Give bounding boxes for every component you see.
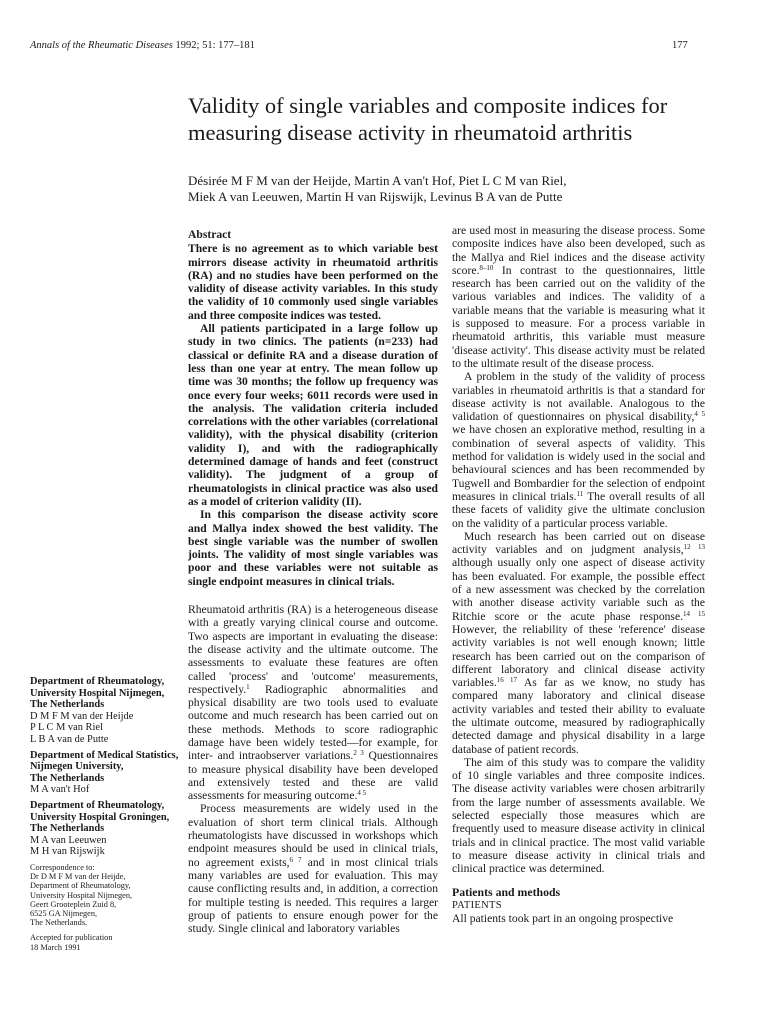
department-line: Department of Medical Statistics, xyxy=(30,749,179,761)
department-line: The Netherlands xyxy=(30,699,105,711)
author-line: Miek A van Leeuwen, Martin H van Rijswijk, Levinus B A van de Putte xyxy=(188,189,563,204)
abstract-paragraph: In this comparison the disease activity score and Mallya index showed the best validity. The best single variable was the number of swollen joints. The validity of most single variables was poor and these variables were not suitable as single endpoint measures in clinical trials. xyxy=(188,508,438,588)
correspondence-line: Geert Grooteplein Zuid 8, xyxy=(30,899,117,909)
affiliation-block xyxy=(30,676,180,746)
body-paragraph xyxy=(188,603,438,802)
introduction xyxy=(188,603,438,935)
text-run: Questionnaires to measure physical disability have been developed and extensively tested and these are valid assessments for measuring outcome. xyxy=(188,749,438,803)
affiliate-name: M A van Leeuwen xyxy=(30,834,107,846)
correspondence-line: Correspondence to: xyxy=(30,862,95,872)
citation-ref: 8–10 xyxy=(479,263,494,272)
section-heading: Patients and methods xyxy=(452,884,561,899)
body-paragraph xyxy=(188,802,438,935)
text-run: However, the reliability of these 'reference' disease activity variables is not well enough known; little research has been carried out on the comparison of different laboratory and clinical disease activity variables. xyxy=(452,622,705,690)
citation: 1992; 51: 177–181 xyxy=(172,40,255,51)
citation-ref: 6 7 xyxy=(289,855,302,864)
text-run: are used most in measuring the disease process. Some composite indices have also been developed, such as the Mallya and Riel indices and the disease activity score. xyxy=(452,224,705,277)
correspondence xyxy=(30,863,180,927)
body-paragraph xyxy=(452,370,705,530)
affiliation-block xyxy=(30,750,180,796)
citation-ref: 1 xyxy=(246,682,250,691)
abstract-heading: Abstract xyxy=(188,228,232,241)
correspondence-line: University Hospital Nijmegen, xyxy=(30,890,133,900)
department-line: The Netherlands xyxy=(30,772,105,784)
citation-ref: 2 3 xyxy=(353,749,364,758)
correspondence-line: Department of Rheumatology, xyxy=(30,881,131,891)
abstract xyxy=(188,228,438,588)
subsection-heading: PATIENTS xyxy=(452,899,502,911)
citation-ref: 4 5 xyxy=(357,789,367,798)
citation-ref: 4 5 xyxy=(694,410,705,419)
affiliate-name: D M F M van der Heijde xyxy=(30,710,134,722)
body-paragraph xyxy=(452,530,705,756)
text-run: The overall results of all these facets of validity give the ultimate conclusion on the validity of a particular process variable. xyxy=(452,489,705,530)
affiliate-name: M A van't Hof xyxy=(30,784,90,796)
affiliate-name: L B A van de Putte xyxy=(30,733,109,745)
body-paragraph: All patients took part in an ongoing prospective xyxy=(452,912,674,926)
text-run: A problem in the study of the validity of process variables in rheumatoid arthritis is that a standard for disease activity is not available. Analogous to the validation of questionnaires on physical disability, xyxy=(452,370,705,424)
body-paragraph: The aim of this study was to compare the validity of 10 single variables and three composite indices. The disease activity variables were chosen arbitrarily from the large number of assessments available. We selected especially those measures which are frequently used to measure disease activity in clinical trials and in clinical practice. The most valid variable to measure disease activity in clinical trials and clinical practice was determined. xyxy=(452,755,705,876)
main-column-right xyxy=(452,224,705,925)
citation-ref: 16 17 xyxy=(496,676,518,685)
citation-ref: 14 15 xyxy=(683,609,706,618)
text-run: and in most clinical trials many variables are used for evaluation. This may cause conflicting results and, in addition, a correction for multiple testing is needed. This requires a larger group of patients to ensure enough power for the study. Single clinical and laboratory variables xyxy=(188,855,438,936)
running-header xyxy=(30,40,255,51)
text-run: we have chosen an explorative method, resulting in a combination of several aspects of validity. This method for validation is widely used in the social and behavioural sciences and has been recommended by Tugwell and Bombardier for the selection of endpoint measures in clinical trials. xyxy=(452,423,705,503)
citation-ref: 12 13 xyxy=(683,543,705,552)
affiliations-sidebar xyxy=(30,676,180,952)
article-title: Validity of single variables and composite indices for measuring disease activity in rheumatoid arthritis xyxy=(188,93,668,145)
page-number: 177 xyxy=(672,40,688,51)
author-line: Désirée M F M van der Heijde, Martin A van't Hof, Piet L C M van Riel, xyxy=(188,173,567,188)
department-line: Department of Rheumatology, xyxy=(30,799,165,811)
department-line: Department of Rheumatology, xyxy=(30,676,165,687)
correspondence-line: The Netherlands. xyxy=(30,918,88,928)
text-run: As far as we know, no study has compared many laboratory and clinical disease activity variables and tested their ability to evaluate the ultimate outcome, measured by radiographically detected damage and physical disability in a large database of patient records. xyxy=(452,676,706,756)
citation-ref: 11 xyxy=(576,489,584,498)
accepted-date xyxy=(30,933,180,951)
author-list xyxy=(188,173,748,205)
main-column-left xyxy=(188,228,438,935)
affiliate-name: M H van Rijswijk xyxy=(30,846,105,858)
abstract-paragraph: All patients participated in a large follow up study in two clinics. The patients (n=233) had classical or definite RA and a disease duration of less than one year at entry. The mean follow up time was 30 months; the follow up frequency was once every four weeks; 6011 records were used in the analysis. The validation criteria included correlations with the other variables (correlational validity), with the physical disability (criterion validity I), and with the radiographically determined damage of hands and feet (construct validity). The judgment of a group of rheumatologists in clinical practice was also used as a model of criterion validity (II). xyxy=(188,322,438,508)
journal-name: Annals of the Rheumatic Diseases xyxy=(30,40,173,51)
department-line: University Hospital Groningen, xyxy=(30,811,170,823)
text-run: In contrast to the questionnaires, little research has been carried out on the validity of the various variables and indices. The validity of a variable means that the variable is measuring what it is supposed to measure. For a process variable in rheumatoid arthritis, this variable must measure 'disease activity'. This disease activity must be related to the ultimate result of the disease process. xyxy=(452,263,705,370)
text-run: Rheumatoid arthritis (RA) is a heterogeneous disease with a greatly varying clinical course and outcome. Two aspects are important in evaluating the disease: the disease activity and the ultimate outcome. The assessments to evaluate these features are often called 'process' and 'outcome' measurements, respectively. xyxy=(188,603,438,696)
text-run: although usually only one aspect of disease activity has been evaluated. For example, the possible effect of a new assessment was checked by the correlation with another disease activity variable such as the Ritchie score or the acute phase response. xyxy=(452,556,705,623)
department-line: University Hospital Nijmegen, xyxy=(30,687,165,699)
correspondence-line: Dr D M F M van der Heijde, xyxy=(30,872,126,882)
department-line: The Netherlands xyxy=(30,823,105,835)
body-paragraph xyxy=(452,224,705,370)
affiliation-block xyxy=(30,800,180,858)
correspondence-line: 6525 GA Nijmegen, xyxy=(30,908,98,918)
text-run: Much research has been carried out on disease activity variables and on judgment analysis, xyxy=(452,529,705,557)
accepted-line: Accepted for publication xyxy=(30,933,113,943)
accepted-line: 18 March 1991 xyxy=(30,942,81,952)
text-run: Process measurements are widely used in the evaluation of short term clinical trials. Although rheumatologists have discussed in workshops which endpoint measures should be used in clinical trials, no agreement exists, xyxy=(188,802,438,869)
affiliate-name: P L C M van Riel xyxy=(30,722,103,734)
text-run: Radiographic abnormalities and physical disability are two tools used to evaluate outcome and much research has been carried out on these methods. Methods to score radiographic damage have been widely tested—for example, for inter- and intraobserver variations. xyxy=(188,682,438,763)
abstract-paragraph: There is no agreement as to which variable best mirrors disease activity in rheumatoid arthritis (RA) and no studies have been performed on the validity of disease activity variables. In this study the validity of 10 commonly used single variables and three composite indices was tested. xyxy=(188,242,438,322)
department-line: Nijmegen University, xyxy=(30,761,124,773)
